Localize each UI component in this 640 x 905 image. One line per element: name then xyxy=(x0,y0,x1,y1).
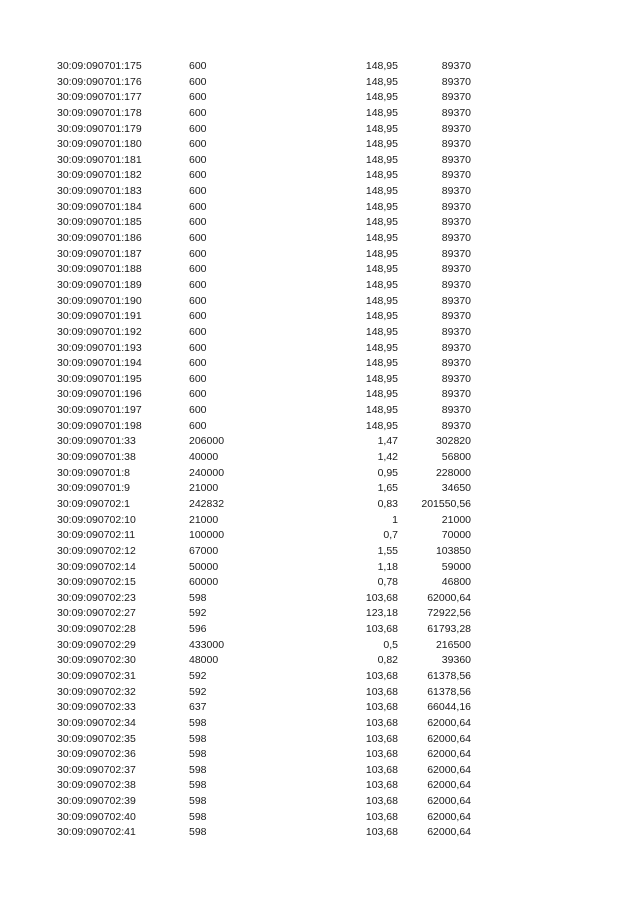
price-cell: 148,95 xyxy=(365,357,398,370)
price-cell: 1,65 xyxy=(377,482,398,495)
price-cell: 148,95 xyxy=(365,232,398,245)
area-cell: 598 xyxy=(189,716,207,729)
price-cell: 103,68 xyxy=(365,763,398,776)
area-cell: 60000 xyxy=(189,576,219,589)
total-cell: 89370 xyxy=(441,185,471,198)
total-cell: 89370 xyxy=(441,153,471,166)
total-cell: 89370 xyxy=(441,404,471,417)
cadastral-number-cell: 30:09:090701:181 xyxy=(57,153,142,166)
total-cell: 216500 xyxy=(435,638,471,651)
area-cell: 242832 xyxy=(189,497,225,510)
area-cell: 67000 xyxy=(189,544,219,557)
price-cell: 148,95 xyxy=(365,169,398,182)
table-row xyxy=(0,75,640,91)
price-cell: 148,95 xyxy=(365,138,398,151)
table-row xyxy=(0,591,640,607)
cadastral-number-cell: 30:09:090701:180 xyxy=(57,138,142,151)
area-cell: 600 xyxy=(189,263,207,276)
price-cell: 103,68 xyxy=(365,795,398,808)
price-cell: 148,95 xyxy=(365,341,398,354)
table-row xyxy=(0,700,640,716)
cadastral-number-cell: 30:09:090701:190 xyxy=(57,294,142,307)
price-cell: 0,95 xyxy=(377,466,398,479)
area-cell: 600 xyxy=(189,357,207,370)
price-cell: 148,95 xyxy=(365,75,398,88)
total-cell: 66044,16 xyxy=(427,701,471,714)
table-row xyxy=(0,200,640,216)
total-cell: 89370 xyxy=(441,247,471,260)
area-cell: 600 xyxy=(189,419,207,432)
area-cell: 240000 xyxy=(189,466,225,479)
cadastral-number-cell: 30:09:090701:189 xyxy=(57,278,142,291)
area-cell: 433000 xyxy=(189,638,225,651)
price-cell: 103,68 xyxy=(365,669,398,682)
table-row xyxy=(0,215,640,231)
area-cell: 600 xyxy=(189,341,207,354)
table-row xyxy=(0,90,640,106)
price-cell: 148,95 xyxy=(365,106,398,119)
total-cell: 89370 xyxy=(441,60,471,72)
total-cell: 21000 xyxy=(441,513,471,526)
cadastral-number-cell: 30:09:090702:23 xyxy=(57,591,136,604)
price-cell: 103,68 xyxy=(365,685,398,698)
cadastral-number-cell: 30:09:090702:37 xyxy=(57,763,136,776)
area-cell: 600 xyxy=(189,200,207,213)
price-cell: 0,78 xyxy=(377,576,398,589)
area-cell: 598 xyxy=(189,779,207,792)
spreadsheet-table xyxy=(0,59,640,841)
area-cell: 600 xyxy=(189,169,207,182)
total-cell: 103850 xyxy=(435,544,471,557)
table-row xyxy=(0,481,640,497)
area-cell: 600 xyxy=(189,106,207,119)
table-row xyxy=(0,59,640,75)
price-cell: 1 xyxy=(392,513,398,526)
cadastral-number-cell: 30:09:090702:30 xyxy=(57,654,136,667)
total-cell: 62000,64 xyxy=(427,826,471,839)
price-cell: 0,82 xyxy=(377,654,398,667)
cadastral-number-cell: 30:09:090701:188 xyxy=(57,263,142,276)
total-cell: 228000 xyxy=(435,466,471,479)
cadastral-number-cell: 30:09:090702:33 xyxy=(57,701,136,714)
table-row xyxy=(0,403,640,419)
table-row xyxy=(0,513,640,529)
total-cell: 89370 xyxy=(441,278,471,291)
cadastral-number-cell: 30:09:090701:176 xyxy=(57,75,142,88)
cadastral-number-cell: 30:09:090702:10 xyxy=(57,513,136,526)
cadastral-number-cell: 30:09:090701:186 xyxy=(57,232,142,245)
total-cell: 89370 xyxy=(441,325,471,338)
table-row xyxy=(0,278,640,294)
total-cell: 89370 xyxy=(441,294,471,307)
table-row xyxy=(0,497,640,513)
price-cell: 1,18 xyxy=(377,560,398,573)
total-cell: 61378,56 xyxy=(427,669,471,682)
price-cell: 148,95 xyxy=(365,372,398,385)
price-cell: 148,95 xyxy=(365,325,398,338)
table-row xyxy=(0,341,640,357)
cadastral-number-cell: 30:09:090702:28 xyxy=(57,623,136,636)
total-cell: 89370 xyxy=(441,232,471,245)
area-cell: 592 xyxy=(189,669,207,682)
total-cell: 89370 xyxy=(441,388,471,401)
total-cell: 89370 xyxy=(441,122,471,135)
cadastral-number-cell: 30:09:090701:191 xyxy=(57,310,142,323)
total-cell: 89370 xyxy=(441,91,471,104)
cadastral-number-cell: 30:09:090701:198 xyxy=(57,419,142,432)
cadastral-number-cell: 30:09:090701:33 xyxy=(57,435,136,448)
table-row xyxy=(0,309,640,325)
table-row xyxy=(0,794,640,810)
cadastral-number-cell: 30:09:090701:175 xyxy=(57,60,142,72)
table-row xyxy=(0,450,640,466)
cadastral-number-cell: 30:09:090702:15 xyxy=(57,576,136,589)
table-row xyxy=(0,825,640,841)
total-cell: 89370 xyxy=(441,357,471,370)
area-cell: 592 xyxy=(189,607,207,620)
area-cell: 600 xyxy=(189,278,207,291)
total-cell: 62000,64 xyxy=(427,716,471,729)
price-cell: 148,95 xyxy=(365,200,398,213)
table-row xyxy=(0,763,640,779)
price-cell: 103,68 xyxy=(365,701,398,714)
price-cell: 148,95 xyxy=(365,60,398,72)
cadastral-number-cell: 30:09:090701:8 xyxy=(57,466,130,479)
total-cell: 302820 xyxy=(435,435,471,448)
total-cell: 89370 xyxy=(441,372,471,385)
table-row xyxy=(0,622,640,638)
table-row xyxy=(0,638,640,654)
table-row xyxy=(0,528,640,544)
area-cell: 600 xyxy=(189,232,207,245)
cadastral-number-cell: 30:09:090701:178 xyxy=(57,106,142,119)
price-cell: 103,68 xyxy=(365,623,398,636)
total-cell: 89370 xyxy=(441,341,471,354)
price-cell: 148,95 xyxy=(365,122,398,135)
area-cell: 600 xyxy=(189,216,207,229)
table-row xyxy=(0,153,640,169)
price-cell: 148,95 xyxy=(365,91,398,104)
cadastral-number-cell: 30:09:090702:40 xyxy=(57,810,136,823)
table-row xyxy=(0,575,640,591)
price-cell: 1,55 xyxy=(377,544,398,557)
area-cell: 598 xyxy=(189,732,207,745)
area-cell: 600 xyxy=(189,75,207,88)
price-cell: 148,95 xyxy=(365,278,398,291)
cadastral-number-cell: 30:09:090702:39 xyxy=(57,795,136,808)
cadastral-number-cell: 30:09:090702:27 xyxy=(57,607,136,620)
cadastral-number-cell: 30:09:090702:14 xyxy=(57,560,136,573)
cadastral-number-cell: 30:09:090702:12 xyxy=(57,544,136,557)
total-cell: 39360 xyxy=(441,654,471,667)
cadastral-number-cell: 30:09:090701:197 xyxy=(57,404,142,417)
area-cell: 600 xyxy=(189,60,207,72)
table-row xyxy=(0,372,640,388)
area-cell: 600 xyxy=(189,91,207,104)
area-cell: 21000 xyxy=(189,482,219,495)
table-row xyxy=(0,387,640,403)
price-cell: 103,68 xyxy=(365,591,398,604)
total-cell: 89370 xyxy=(441,106,471,119)
area-cell: 206000 xyxy=(189,435,225,448)
cadastral-number-cell: 30:09:090702:35 xyxy=(57,732,136,745)
price-cell: 148,95 xyxy=(365,185,398,198)
table-row xyxy=(0,419,640,435)
cadastral-number-cell: 30:09:090701:193 xyxy=(57,341,142,354)
table-row xyxy=(0,434,640,450)
table-row xyxy=(0,231,640,247)
price-cell: 123,18 xyxy=(365,607,398,620)
area-cell: 600 xyxy=(189,138,207,151)
area-cell: 40000 xyxy=(189,451,219,464)
total-cell: 46800 xyxy=(441,576,471,589)
area-cell: 598 xyxy=(189,763,207,776)
total-cell: 59000 xyxy=(441,560,471,573)
price-cell: 1,47 xyxy=(377,435,398,448)
area-cell: 598 xyxy=(189,826,207,839)
table-row xyxy=(0,732,640,748)
table-row xyxy=(0,778,640,794)
area-cell: 100000 xyxy=(189,529,225,542)
price-cell: 0,7 xyxy=(383,529,398,542)
area-cell: 598 xyxy=(189,591,207,604)
cadastral-number-cell: 30:09:090702:38 xyxy=(57,779,136,792)
table-row xyxy=(0,262,640,278)
price-cell: 0,83 xyxy=(377,497,398,510)
cadastral-number-cell: 30:09:090702:31 xyxy=(57,669,136,682)
table-row xyxy=(0,653,640,669)
total-cell: 201550,56 xyxy=(421,497,471,510)
area-cell: 600 xyxy=(189,404,207,417)
price-cell: 148,95 xyxy=(365,388,398,401)
total-cell: 89370 xyxy=(441,263,471,276)
area-cell: 600 xyxy=(189,325,207,338)
area-cell: 600 xyxy=(189,247,207,260)
price-cell: 103,68 xyxy=(365,748,398,761)
area-cell: 48000 xyxy=(189,654,219,667)
table-row xyxy=(0,325,640,341)
price-cell: 0,5 xyxy=(383,638,398,651)
cadastral-number-cell: 30:09:090702:36 xyxy=(57,748,136,761)
cadastral-number-cell: 30:09:090702:41 xyxy=(57,826,136,839)
total-cell: 62000,64 xyxy=(427,779,471,792)
area-cell: 600 xyxy=(189,372,207,385)
area-cell: 21000 xyxy=(189,513,219,526)
total-cell: 89370 xyxy=(441,75,471,88)
area-cell: 596 xyxy=(189,623,207,636)
price-cell: 148,95 xyxy=(365,216,398,229)
table-row xyxy=(0,356,640,372)
price-cell: 148,95 xyxy=(365,404,398,417)
table-row xyxy=(0,168,640,184)
table-row xyxy=(0,810,640,826)
cadastral-number-cell: 30:09:090701:187 xyxy=(57,247,142,260)
table-row xyxy=(0,184,640,200)
cadastral-number-cell: 30:09:090701:194 xyxy=(57,357,142,370)
total-cell: 89370 xyxy=(441,169,471,182)
total-cell: 89370 xyxy=(441,216,471,229)
total-cell: 89370 xyxy=(441,138,471,151)
total-cell: 61378,56 xyxy=(427,685,471,698)
table-row xyxy=(0,716,640,732)
cadastral-number-cell: 30:09:090701:179 xyxy=(57,122,142,135)
area-cell: 600 xyxy=(189,388,207,401)
area-cell: 598 xyxy=(189,748,207,761)
cadastral-number-cell: 30:09:090701:38 xyxy=(57,451,136,464)
table-row xyxy=(0,544,640,560)
price-cell: 148,95 xyxy=(365,294,398,307)
table-row xyxy=(0,122,640,138)
total-cell: 62000,64 xyxy=(427,810,471,823)
table-row xyxy=(0,106,640,122)
cadastral-number-cell: 30:09:090701:182 xyxy=(57,169,142,182)
table-row xyxy=(0,560,640,576)
total-cell: 62000,64 xyxy=(427,732,471,745)
total-cell: 34650 xyxy=(441,482,471,495)
cadastral-number-cell: 30:09:090702:29 xyxy=(57,638,136,651)
price-cell: 148,95 xyxy=(365,153,398,166)
total-cell: 70000 xyxy=(441,529,471,542)
table-row xyxy=(0,294,640,310)
total-cell: 62000,64 xyxy=(427,763,471,776)
area-cell: 50000 xyxy=(189,560,219,573)
total-cell: 61793,28 xyxy=(427,623,471,636)
area-cell: 598 xyxy=(189,810,207,823)
table-row xyxy=(0,685,640,701)
price-cell: 148,95 xyxy=(365,263,398,276)
total-cell: 72922,56 xyxy=(427,607,471,620)
table-row xyxy=(0,747,640,763)
price-cell: 148,95 xyxy=(365,247,398,260)
area-cell: 600 xyxy=(189,153,207,166)
cadastral-number-cell: 30:09:090701:196 xyxy=(57,388,142,401)
area-cell: 600 xyxy=(189,185,207,198)
cadastral-number-cell: 30:09:090702:1 xyxy=(57,497,130,510)
area-cell: 600 xyxy=(189,310,207,323)
cadastral-number-cell: 30:09:090701:192 xyxy=(57,325,142,338)
area-cell: 600 xyxy=(189,294,207,307)
table-row xyxy=(0,669,640,685)
price-cell: 148,95 xyxy=(365,419,398,432)
total-cell: 89370 xyxy=(441,419,471,432)
total-cell: 62000,64 xyxy=(427,748,471,761)
total-cell: 56800 xyxy=(441,451,471,464)
price-cell: 103,68 xyxy=(365,810,398,823)
cadastral-number-cell: 30:09:090702:32 xyxy=(57,685,136,698)
table-row xyxy=(0,606,640,622)
cadastral-number-cell: 30:09:090701:195 xyxy=(57,372,142,385)
cadastral-number-cell: 30:09:090701:9 xyxy=(57,482,130,495)
area-cell: 600 xyxy=(189,122,207,135)
cadastral-number-cell: 30:09:090701:184 xyxy=(57,200,142,213)
price-cell: 103,68 xyxy=(365,732,398,745)
total-cell: 89370 xyxy=(441,310,471,323)
cadastral-number-cell: 30:09:090701:185 xyxy=(57,216,142,229)
cadastral-number-cell: 30:09:090702:11 xyxy=(57,529,136,542)
area-cell: 637 xyxy=(189,701,207,714)
price-cell: 103,68 xyxy=(365,716,398,729)
cadastral-number-cell: 30:09:090701:177 xyxy=(57,91,142,104)
area-cell: 592 xyxy=(189,685,207,698)
table-row xyxy=(0,247,640,263)
price-cell: 103,68 xyxy=(365,779,398,792)
price-cell: 103,68 xyxy=(365,826,398,839)
total-cell: 62000,64 xyxy=(427,795,471,808)
cadastral-number-cell: 30:09:090702:34 xyxy=(57,716,136,729)
cadastral-number-cell: 30:09:090701:183 xyxy=(57,185,142,198)
table-row xyxy=(0,137,640,153)
table-row xyxy=(0,466,640,482)
area-cell: 598 xyxy=(189,795,207,808)
price-cell: 148,95 xyxy=(365,310,398,323)
total-cell: 62000,64 xyxy=(427,591,471,604)
price-cell: 1,42 xyxy=(377,451,398,464)
total-cell: 89370 xyxy=(441,200,471,213)
